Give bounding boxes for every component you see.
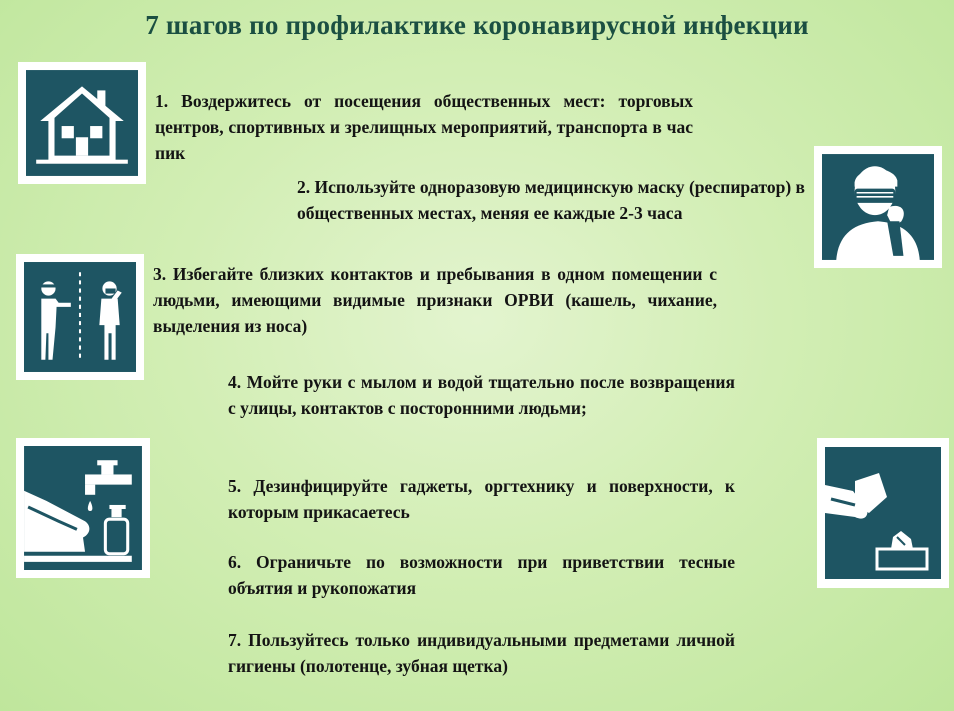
step-5-text: 5. Дезинфицируйте гаджеты, оргтехнику и поверхности, к которым прикасаетесь	[228, 476, 735, 522]
step-6-text: 6. Ограничьте по возможности при приветствии тесные объятия и рукопожатия	[228, 552, 735, 598]
step-2-text: 2. Используйте одноразовую медицинскую маску (респиратор) в общественных местах, меняя ее каждые 2-3 часа	[297, 177, 805, 223]
tissue-icon	[817, 438, 949, 588]
social-distance-icon	[16, 254, 144, 380]
page-title: 7 шагов по профилактике коронавирусной инфекции	[145, 10, 809, 40]
mask-icon	[814, 146, 942, 268]
handwash-icon	[16, 438, 150, 578]
house-icon	[18, 62, 146, 184]
step-3-text: 3. Избегайте близких контактов и пребывания в одном помещении с людьми, имеющими видимые признаки ОРВИ (кашель, чихание, выделения из носа)	[153, 264, 717, 336]
step-1-text: 1. Воздержитесь от посещения общественных мест: торговых центров, спортивных и зрелищных мероприятий, транспорта в час пик	[155, 91, 693, 163]
step-7-text: 7. Пользуйтесь только индивидуальными предметами личной гигиены (полотенце, зубная щетка)	[228, 630, 735, 676]
step-4-text: 4. Мойте руки с мылом и водой тщательно после возвращения с улицы, контактов с посторонними людьми;	[228, 372, 735, 418]
